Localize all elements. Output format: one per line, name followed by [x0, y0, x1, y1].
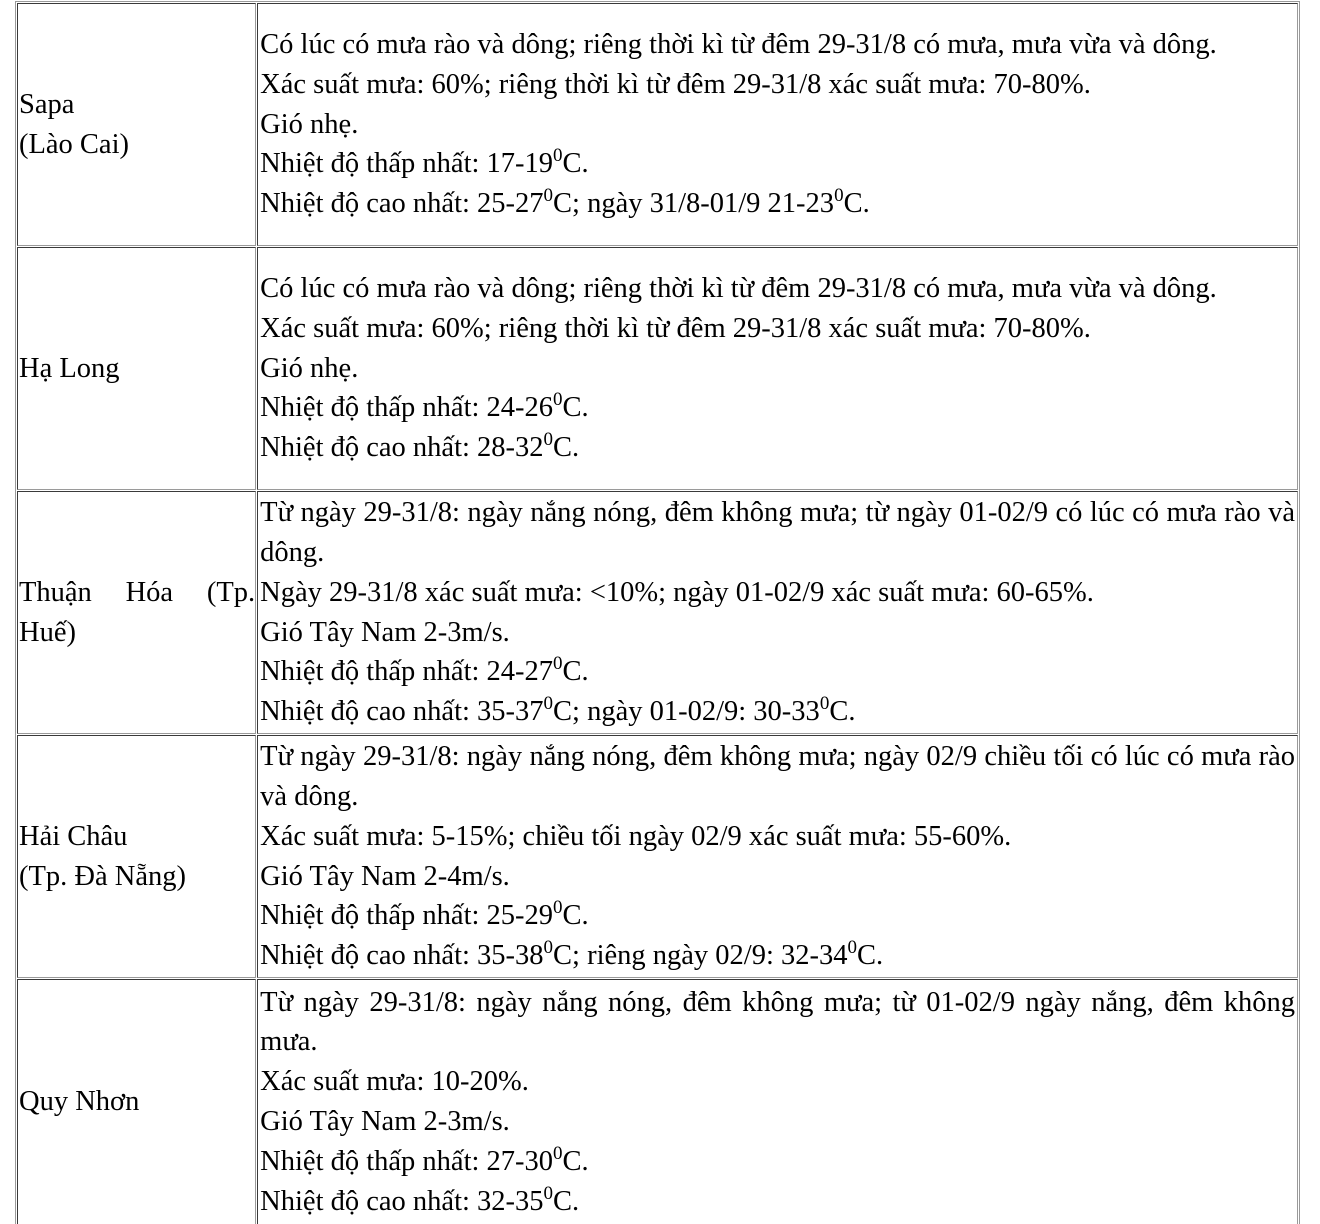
wind-info: Gió Tây Nam 2-3m/s.: [260, 616, 510, 648]
temperature-max: Nhiệt độ cao nhất: $35-38^0C$; riêng ngày 02/9: $32-34^0C$.: [260, 937, 884, 972]
forecast-cell: [257, 735, 1298, 978]
temperature-min: Nhiệt độ thấp nhất: $27-30^0C$.: [260, 1142, 589, 1177]
table-row: [17, 979, 1298, 1224]
location-cell: [17, 735, 256, 978]
table-row: [17, 247, 1298, 490]
temperature-max: Nhiệt độ cao nhất: $28-32^0C$.: [260, 429, 580, 464]
forecast-table-frame: [15, 0, 1300, 1224]
temperature-min: Nhiệt độ thấp nhất: $24-26^0C$.: [260, 389, 589, 424]
forecast-cell: [257, 3, 1298, 246]
wind-info: Gió nhẹ.: [260, 108, 359, 140]
location-province: (Tp. Đà Nẵng): [19, 860, 186, 892]
location-name: Hải Châu: [19, 820, 128, 852]
location-cell: [17, 3, 256, 246]
temperature-min: Nhiệt độ thấp nhất: $17-19^0C$.: [260, 145, 589, 180]
rain-probability: Xác suất mưa: 5-15%; chiều tối ngày 02/9 xác suất mưa: 55-60%.: [260, 820, 1012, 852]
rain-probability: Xác suất mưa: 10-20%.: [260, 1066, 529, 1098]
location-province: (Lào Cai): [19, 128, 129, 160]
temperature-min: Nhiệt độ thấp nhất: $25-29^0C$.: [260, 897, 589, 932]
weather-description: Có lúc có mưa rào và dông; riêng thời kì từ đêm 29-31/8 có mưa, mưa vừa và dông.: [260, 29, 1217, 60]
wind-info: Gió Tây Nam 2-4m/s.: [260, 860, 510, 892]
table-row: [17, 491, 1298, 734]
weather-forecast-table: [15, 1, 1300, 1224]
weather-description: Từ ngày 29-31/8: ngày nắng nóng, đêm không mưa; từ 01-02/9 ngày nắng, đêm không mưa.: [260, 986, 1295, 1058]
forecast-cell: [257, 979, 1298, 1224]
location-name: Thuận Hóa (Tp. Huế): [19, 576, 256, 648]
location-name: Sapa: [19, 88, 75, 120]
forecast-cell: [257, 491, 1298, 734]
location-name: Quy Nhơn: [19, 1086, 140, 1118]
table-row: [17, 735, 1298, 978]
temperature-min: Nhiệt độ thấp nhất: $24-27^0C$.: [260, 653, 589, 688]
location-name: Hạ Long: [19, 352, 120, 384]
temperature-max: Nhiệt độ cao nhất: $25-27^0C$; ngày 31/8-01/9 $21-23^0C$.: [260, 185, 870, 220]
wind-info: Gió Tây Nam 2-3m/s.: [260, 1106, 510, 1137]
wind-info: Gió nhẹ.: [260, 352, 359, 384]
temperature-max: Nhiệt độ cao nhất: $32-35^0C$.: [260, 1182, 580, 1217]
location-cell: [17, 491, 256, 734]
weather-description: Từ ngày 29-31/8: ngày nắng nóng, đêm không mưa; ngày 02/9 chiều tối có lúc có mưa rào và dông.: [260, 741, 1295, 812]
weather-description: Từ ngày 29-31/8: ngày nắng nóng, đêm không mưa; từ ngày 01-02/9 có lúc có mưa rào và dông.: [260, 497, 1295, 568]
temperature-max: Nhiệt độ cao nhất: $35-37^0C$; ngày 01-02/9: $30-33^0C$.: [260, 693, 856, 728]
forecast-cell: [257, 247, 1298, 490]
location-cell: [17, 979, 256, 1224]
table-row: [17, 3, 1298, 246]
rain-probability: Ngày 29-31/8 xác suất mưa: <10%; ngày 01-02/9 xác suất mưa: 60-65%.: [260, 576, 1094, 608]
location-cell: [17, 247, 256, 490]
rain-probability: Xác suất mưa: 60%; riêng thời kì từ đêm 29-31/8 xác suất mưa: 70-80%.: [260, 68, 1091, 100]
weather-description: Có lúc có mưa rào và dông; riêng thời kì từ đêm 29-31/8 có mưa, mưa vừa và dông.: [260, 273, 1217, 304]
rain-probability: Xác suất mưa: 60%; riêng thời kì từ đêm 29-31/8 xác suất mưa: 70-80%.: [260, 312, 1091, 344]
